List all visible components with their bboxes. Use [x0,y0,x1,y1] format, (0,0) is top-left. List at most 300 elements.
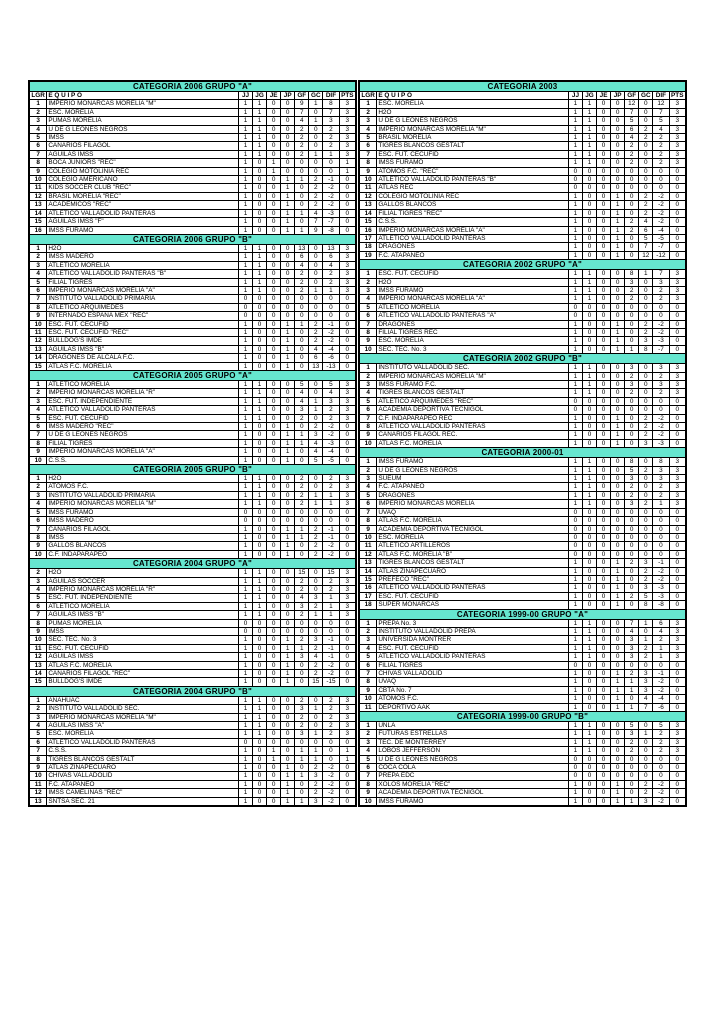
stat-cell: 0 [295,670,309,678]
stat-cell: 3 [339,483,355,491]
column-header: E Q U I P O [47,92,239,100]
stat-cell: 1 [568,780,582,788]
stat-cell: 5 [323,381,339,389]
stat-cell: 0 [339,209,355,217]
stat-cell: 0 [597,226,611,234]
team-name-cell: ESC. FUT. CECUFID [47,644,239,652]
stat-cell: 1 [253,491,267,499]
stat-cell: 1 [295,320,309,328]
stat-cell: 0 [267,345,281,353]
stat-cell: 0 [281,270,295,278]
stat-cell: 0 [597,797,611,805]
stat-cell: -1 [323,176,339,184]
stat-cell: 1 [568,627,582,635]
stat-cell: 3 [669,627,685,635]
position-cell: 6 [360,142,377,150]
stat-cell: 3 [639,337,653,345]
stat-cell: 7 [653,108,669,116]
stat-cell: 1 [238,362,252,370]
position-cell: 14 [30,209,47,217]
stat-cell: 2 [309,764,323,772]
position-cell: 7 [30,431,47,439]
stat-cell: 0 [267,226,281,234]
stat-cell: 1 [281,192,295,200]
stat-cell: 0 [669,592,685,600]
team-name-cell: ACADEMICOS "REC" [47,201,239,209]
stat-cell: 0 [281,406,295,414]
stat-cell: 4 [295,389,309,397]
stat-cell: 0 [339,201,355,209]
table-row [360,491,686,499]
stat-cell: 0 [611,295,625,303]
stat-cell: 1 [582,627,596,635]
stat-cell: 1 [611,234,625,242]
stat-cell: 0 [253,328,267,336]
stat-cell: 2 [309,602,323,610]
stat-cell: 4 [309,209,323,217]
stat-cell: 1 [295,209,309,217]
stat-cell: -2 [323,542,339,550]
stat-cell: 0 [267,176,281,184]
category-title-row [30,465,356,475]
position-cell: 17 [360,234,377,242]
position-cell: 2 [30,705,47,713]
table-row [30,619,356,627]
stat-cell: 1 [281,678,295,686]
stat-cell: 0 [267,150,281,158]
stat-cell: 0 [267,253,281,261]
stat-cell: 0 [639,525,653,533]
stat-cell: 0 [597,567,611,575]
table-row [30,389,356,397]
table-row [30,738,356,746]
stat-cell: 0 [625,517,639,525]
stat-cell: 0 [309,414,323,422]
stat-cell: 1 [323,500,339,508]
stat-cell: 0 [611,722,625,730]
position-cell: 8 [360,159,377,167]
stat-cell: 7 [295,108,309,116]
stat-cell: 0 [253,755,267,763]
stat-cell: 0 [309,167,323,175]
table-row [360,150,686,158]
stat-cell: 6 [639,226,653,234]
team-name-cell: INTERNADO ESPAÑA MEX "REC" [47,312,239,320]
position-cell: 11 [360,184,377,192]
position-cell: 1 [360,270,377,278]
team-name-cell: ESC. FUT. CECUFID [47,320,239,328]
position-cell: 4 [30,500,47,508]
team-name-cell: BULLDOG'S IMDE [47,678,239,686]
position-cell: 14 [360,209,377,217]
position-cell: 6 [30,602,47,610]
stat-cell: 1 [238,320,252,328]
stat-cell: 0 [267,491,281,499]
stat-cell: 0 [339,670,355,678]
team-name-cell: F.C. ATAPANEO [377,251,569,259]
stat-cell: 0 [625,533,639,541]
stat-cell: 0 [253,797,267,805]
position-cell: 3 [30,577,47,585]
table-row [30,108,356,116]
stat-cell: 0 [339,789,355,797]
stat-cell: 0 [309,381,323,389]
stat-cell: -2 [323,661,339,669]
stat-cell: 1 [568,218,582,226]
stat-cell: 6 [323,253,339,261]
stat-cell: -2 [323,780,339,788]
position-cell: 12 [360,550,377,558]
stat-cell: 0 [281,696,295,704]
stat-cell: 0 [611,381,625,389]
team-name-cell: BRASIL MORELIA [377,134,569,142]
stat-cell: 3 [669,458,685,466]
stat-cell: -1 [323,636,339,644]
stat-cell: 3 [625,730,639,738]
stat-cell: 2 [625,670,639,678]
stat-cell: 3 [669,491,685,499]
stat-cell: 3 [625,653,639,661]
stat-cell: 1 [339,167,355,175]
position-cell: 8 [30,755,47,763]
team-name-cell: IMSS FURAMO [47,226,239,234]
team-name-cell: IMSS FURAMO [377,797,569,805]
table-row [30,184,356,192]
stat-cell: 1 [253,286,267,294]
stat-cell: 1 [568,108,582,116]
category-title: CATEGORIA 2006 GRUPO "A" [30,82,356,92]
stat-cell: -3 [653,439,669,447]
table-row [360,431,686,439]
stat-cell: 0 [625,328,639,336]
stat-cell: 2 [653,372,669,380]
stat-cell: 1 [611,592,625,600]
team-name-cell: IMSS [47,134,239,142]
stat-cell: 2 [639,431,653,439]
position-cell: 7 [30,295,47,303]
stat-cell: 0 [597,364,611,372]
stat-cell: 1 [238,542,252,550]
stat-cell: 1 [582,500,596,508]
position-cell: 19 [360,251,377,259]
table-row [30,500,356,508]
stat-cell: 0 [639,764,653,772]
position-cell: 1 [360,100,377,108]
stat-cell: 0 [625,234,639,242]
team-name-cell: ATLETICO VALLADOLID PANTERAS [47,738,239,746]
stat-cell: 1 [568,150,582,158]
category-title-row [30,686,356,696]
position-cell: 2 [30,108,47,116]
stat-cell: 0 [267,730,281,738]
team-name-cell: ATLETICO MORELIA [377,303,569,311]
stat-cell: 0 [339,517,355,525]
stat-cell: 1 [568,730,582,738]
stat-cell: 1 [238,134,252,142]
position-cell: 15 [30,678,47,686]
stat-cell: 1 [253,134,267,142]
team-name-cell: PUMAS MORELIA [47,117,239,125]
stat-cell: 3 [339,100,355,108]
team-name-cell: FILIAL TIGRES "REC" [377,209,569,217]
stat-cell: 0 [597,406,611,414]
position-cell: 1 [30,244,47,252]
stat-cell: 0 [295,184,309,192]
stat-cell: 0 [639,142,653,150]
stat-cell: -2 [653,789,669,797]
stat-cell: 1 [582,150,596,158]
stat-cell: 3 [669,150,685,158]
stat-cell: 13 [323,244,339,252]
stat-cell: 1 [582,619,596,627]
stat-cell: 3 [669,619,685,627]
team-name-cell: DRAGONES DE ALCALA F.C. [47,354,239,362]
team-name-cell: IMPERIO MONARCAS MORELIA "M" [47,100,239,108]
stat-cell: 3 [669,364,685,372]
position-cell: 9 [30,167,47,175]
stat-cell: 0 [281,312,295,320]
table-row [30,789,356,797]
stat-cell: 0 [597,670,611,678]
stat-cell: 0 [582,559,596,567]
table-row [30,713,356,721]
stat-cell: 2 [309,192,323,200]
stat-cell: 0 [639,542,653,550]
stat-cell: 0 [625,167,639,175]
stat-cell: 0 [639,278,653,286]
stat-cell: 0 [238,295,252,303]
team-name-cell: IMSS [47,627,239,635]
position-cell: 2 [30,253,47,261]
stat-cell: 0 [597,533,611,541]
stat-cell: 0 [267,278,281,286]
stat-cell: 2 [625,389,639,397]
stat-cell: 0 [267,508,281,516]
stat-cell: 0 [267,696,281,704]
table-row [360,559,686,567]
stat-cell: 1 [323,611,339,619]
team-name-cell: F.C. ATAPANEO [47,780,239,788]
position-cell: 2 [360,278,377,286]
stat-cell: 2 [653,738,669,746]
stat-cell: 0 [639,303,653,311]
stat-cell: 0 [611,167,625,175]
stat-cell: 1 [568,747,582,755]
stat-cell: 1 [295,226,309,234]
stat-cell: 0 [625,201,639,209]
stat-cell: 1 [238,550,252,558]
position-cell: 12 [30,192,47,200]
table-row [30,253,356,261]
team-name-cell: FILIAL TIGRES [47,439,239,447]
stat-cell: 0 [669,670,685,678]
stat-cell: 1 [625,345,639,353]
stat-cell: 0 [339,797,355,805]
stat-cell: 0 [639,772,653,780]
stat-cell: 3 [669,286,685,294]
table-row [360,670,686,678]
stat-cell: 0 [568,764,582,772]
stat-cell: 0 [597,738,611,746]
stat-cell: 0 [639,458,653,466]
stat-cell: 0 [625,192,639,200]
stat-cell: -8 [653,601,669,609]
stat-cell: 0 [309,134,323,142]
stat-cell: 0 [669,584,685,592]
stat-cell: 1 [281,797,295,805]
stat-cell: 0 [295,627,309,635]
stat-cell: 1 [568,797,582,805]
stat-cell: 1 [253,100,267,108]
stat-cell: -1 [323,653,339,661]
team-name-cell: ACADEMIA DEPORTIVA TECNIGOL [377,406,569,414]
table-row [360,328,686,336]
table-row [360,644,686,652]
stat-cell: 0 [253,159,267,167]
stat-cell: 0 [267,577,281,585]
stat-cell: -2 [323,337,339,345]
stat-cell: 0 [669,320,685,328]
table-row [360,550,686,558]
stat-cell: 0 [582,320,596,328]
stat-cell: 3 [639,559,653,567]
stat-cell: 3 [639,584,653,592]
stat-cell: 0 [238,738,252,746]
stat-cell: 0 [267,738,281,746]
stat-cell: 0 [309,253,323,261]
stat-cell: 0 [669,431,685,439]
stat-cell: 1 [253,585,267,593]
stat-cell: -2 [323,201,339,209]
stat-cell: 0 [309,577,323,585]
stat-cell: 0 [309,270,323,278]
table-row [360,278,686,286]
stat-cell: 0 [309,108,323,116]
table-row [30,730,356,738]
stat-cell: 0 [267,602,281,610]
stat-cell: 0 [582,764,596,772]
position-cell: 9 [30,312,47,320]
stat-cell: 0 [281,295,295,303]
stat-cell: 0 [653,661,669,669]
stat-cell: 3 [669,295,685,303]
stat-cell: 1 [238,381,252,389]
stat-cell: 0 [253,176,267,184]
stat-cell: 1 [238,644,252,652]
stat-cell: 0 [295,201,309,209]
stat-cell: 0 [267,184,281,192]
stat-cell: 5 [653,722,669,730]
table-row [30,517,356,525]
stat-cell: 0 [253,184,267,192]
stat-cell: 1 [253,381,267,389]
stat-cell: 0 [611,627,625,635]
position-cell: 10 [360,695,377,703]
stat-cell: -6 [323,354,339,362]
stat-cell: 1 [253,713,267,721]
stat-cell: 0 [339,431,355,439]
stat-cell: 2 [625,592,639,600]
table-row [360,389,686,397]
team-name-cell: C.F. INDAPARAPEO REC [377,414,569,422]
stat-cell: 0 [597,703,611,711]
stat-cell: 1 [582,117,596,125]
stat-cell: 2 [653,389,669,397]
position-cell: 3 [30,491,47,499]
stat-cell: 0 [339,508,355,516]
stat-cell: 1 [625,703,639,711]
table-row [360,201,686,209]
stat-cell: 1 [238,448,252,456]
stat-cell: 2 [639,414,653,422]
stat-cell: 4 [295,397,309,405]
stat-cell: 0 [639,150,653,158]
stat-cell: 1 [611,209,625,217]
stat-cell: 1 [238,354,252,362]
stat-cell: 3 [309,772,323,780]
stat-cell: 1 [323,594,339,602]
stat-cell: 0 [625,772,639,780]
stat-cell: 4 [309,653,323,661]
stat-cell: 0 [582,678,596,686]
stat-cell: 0 [582,176,596,184]
category-title: CATEGORIA 2005 GRUPO "B" [30,465,356,475]
stat-cell: 1 [568,364,582,372]
column-header: PTS [669,92,685,100]
stat-cell: 0 [625,542,639,550]
stat-cell: 1 [309,150,323,158]
stat-cell: 0 [582,601,596,609]
stat-cell: 2 [625,150,639,158]
stat-cell: 0 [281,381,295,389]
stat-cell: 1 [295,797,309,805]
stat-cell: 0 [323,738,339,746]
stat-cell: 0 [582,703,596,711]
stat-cell: 1 [568,491,582,499]
stat-cell: 0 [295,738,309,746]
stat-cell: 0 [568,661,582,669]
stat-cell: 0 [582,567,596,575]
position-cell: 10 [360,439,377,447]
stat-cell: 0 [597,636,611,644]
column-header-row [30,92,356,100]
table-row [360,100,686,108]
stat-cell: 3 [653,466,669,474]
stat-cell: 0 [267,644,281,652]
stat-cell: 0 [267,439,281,447]
stat-cell: 2 [625,226,639,234]
stat-cell: 0 [281,730,295,738]
stat-cell: 4 [625,134,639,142]
stat-cell: 1 [611,575,625,583]
position-cell: 5 [360,491,377,499]
stat-cell: 1 [281,328,295,336]
table-row [30,244,356,252]
stat-cell: 1 [238,218,252,226]
stat-cell: 1 [238,226,252,234]
stat-cell: 0 [339,295,355,303]
stat-cell: 1 [582,364,596,372]
team-name-cell: TEC. DE MONTERREY [377,738,569,746]
position-cell: 18 [360,601,377,609]
position-cell: 13 [30,345,47,353]
stat-cell: 0 [568,525,582,533]
stat-cell: 0 [309,295,323,303]
stat-cell: 0 [309,125,323,133]
stat-cell: 1 [238,747,252,755]
stat-cell: 0 [281,159,295,167]
stat-cell: 1 [653,644,669,652]
